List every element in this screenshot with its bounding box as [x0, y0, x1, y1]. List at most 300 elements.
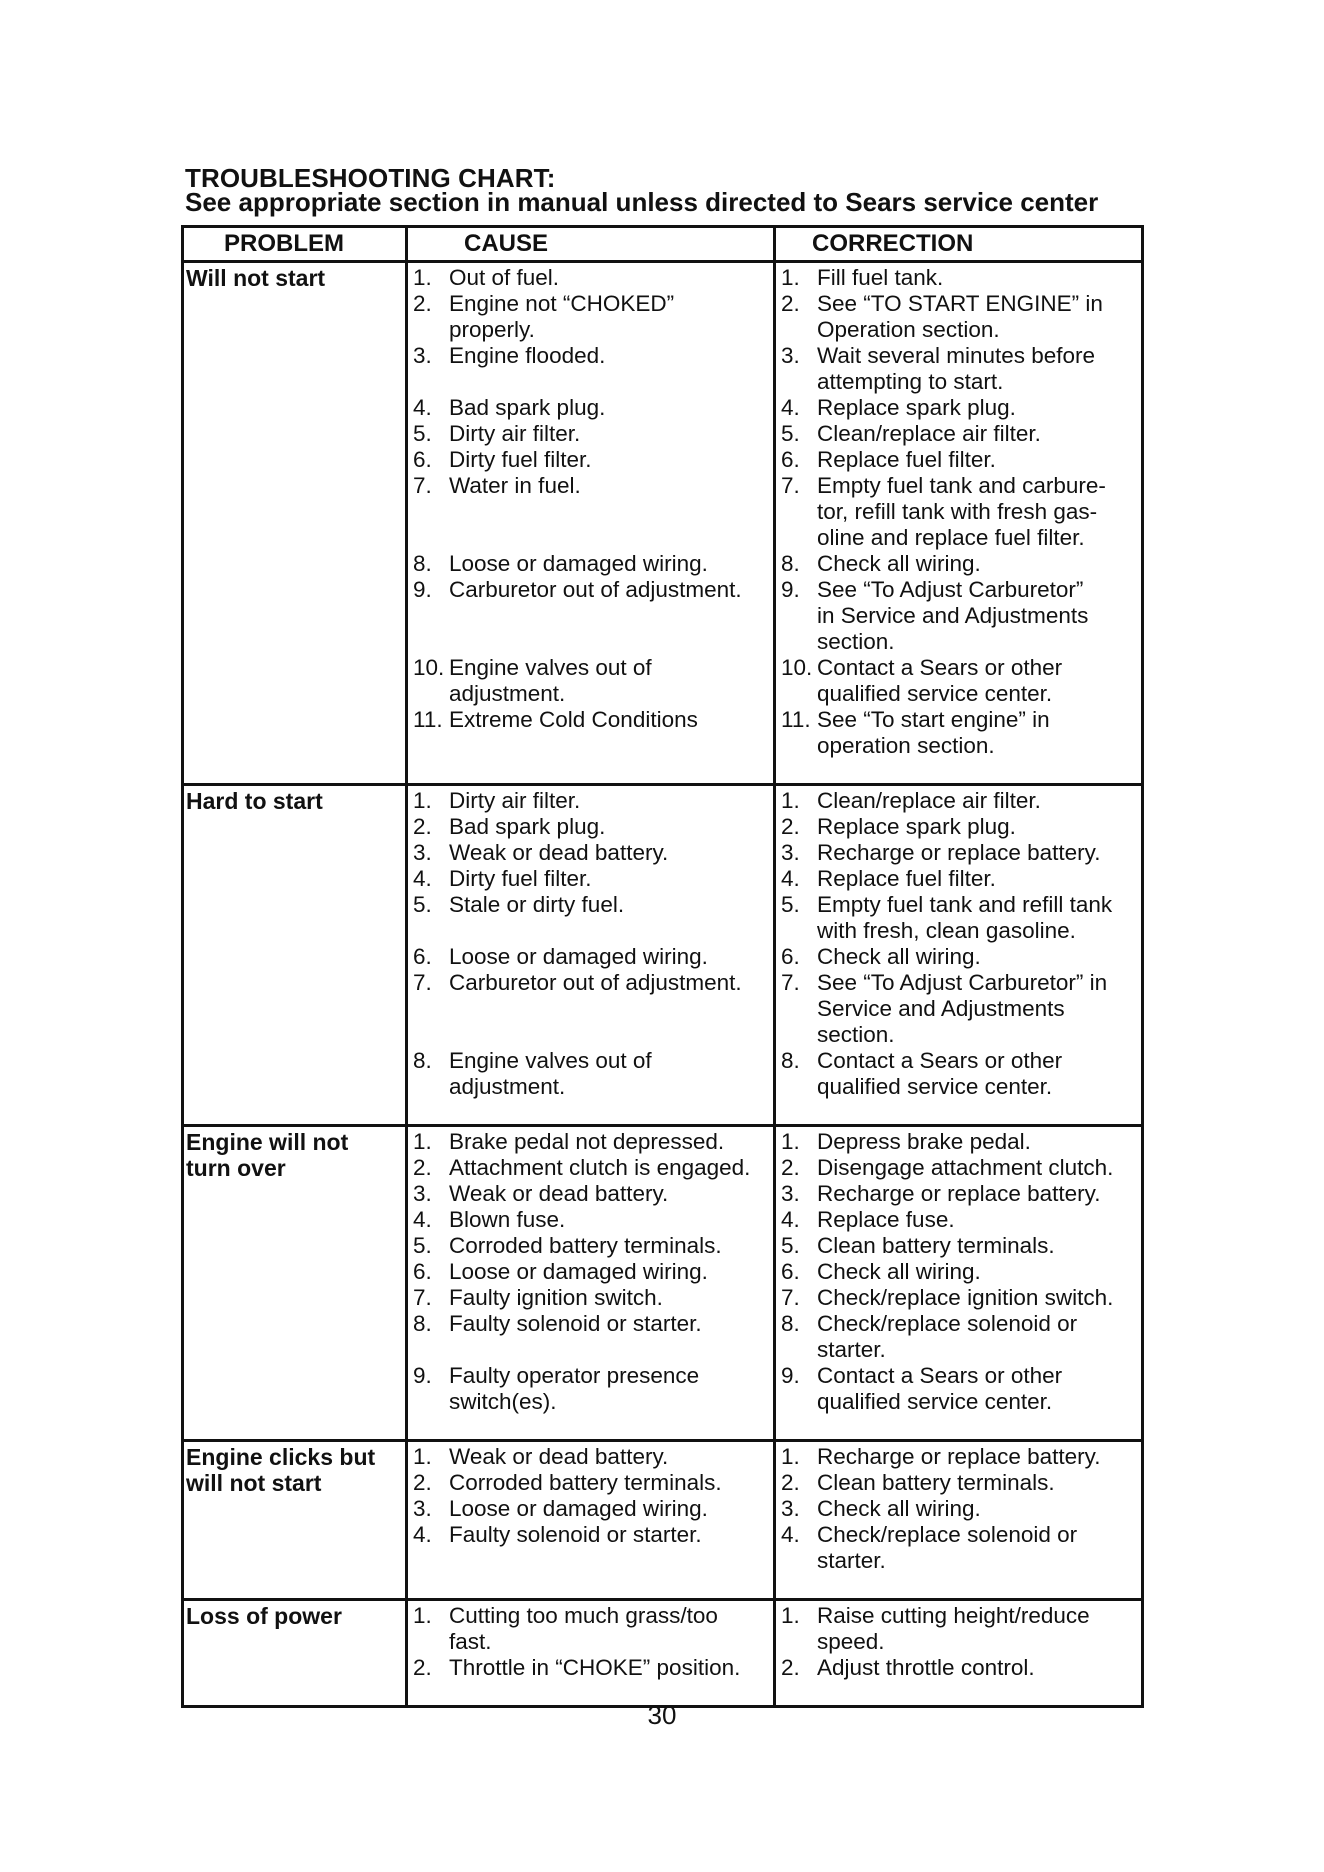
item-text-line: Carburetor out of adjustment. — [449, 577, 742, 602]
item-number: 10. — [413, 655, 445, 680]
item-text-line: See “To start engine” in — [817, 707, 1050, 732]
item-text — [449, 814, 773, 840]
item-text-line: Empty fuel tank and carbure- — [817, 473, 1106, 498]
correction-item — [781, 1285, 1141, 1311]
table-row — [183, 262, 1143, 785]
correction-item — [781, 892, 1141, 944]
item-text — [449, 551, 773, 577]
cause-item — [413, 1048, 773, 1100]
correction-cell — [775, 1126, 1143, 1441]
item-text-line: qualified service center. — [817, 1389, 1053, 1414]
item-text-line: Disengage attachment clutch. — [817, 1155, 1114, 1180]
item-text — [817, 1259, 1141, 1285]
item-text-line: attempting to start. — [817, 369, 1004, 394]
cause-item — [413, 551, 773, 577]
item-text — [449, 892, 773, 944]
cause-item — [413, 1444, 773, 1470]
correction-item — [781, 1444, 1141, 1470]
item-text-line: section. — [817, 1022, 895, 1047]
item-number: 8. — [781, 551, 800, 576]
item-text — [817, 892, 1141, 944]
item-text-line: Check all wiring. — [817, 1259, 981, 1284]
page-number: 30 — [647, 1700, 677, 1730]
item-text — [817, 551, 1141, 577]
item-number: 4. — [781, 866, 800, 891]
item-text — [449, 291, 773, 343]
problem-label: Engine will not — [186, 1129, 349, 1155]
item-text — [817, 866, 1141, 892]
correction-item — [781, 447, 1141, 473]
item-number: 3. — [781, 840, 800, 865]
item-text — [817, 970, 1141, 1048]
item-text-line: with fresh, clean gasoline. — [817, 918, 1076, 943]
item-text — [817, 343, 1141, 395]
item-text-line: See “To Adjust Carburetor” — [817, 577, 1084, 602]
item-text-line: Adjust throttle control. — [817, 1655, 1035, 1680]
correction-item — [781, 814, 1141, 840]
problem-cell — [183, 785, 407, 1126]
cause-item — [413, 265, 773, 291]
item-number: 4. — [413, 395, 432, 420]
cause-cell — [407, 1441, 775, 1600]
item-number: 8. — [413, 551, 432, 576]
cause-item — [413, 788, 773, 814]
item-number: 1. — [781, 1603, 800, 1628]
item-text — [449, 447, 773, 473]
problem-label: turn over — [186, 1155, 286, 1181]
item-text — [817, 1522, 1141, 1574]
item-text — [817, 1207, 1141, 1233]
correction-item — [781, 551, 1141, 577]
item-text — [449, 1207, 773, 1233]
item-text-line: Loose or damaged wiring. — [449, 551, 708, 576]
item-text — [817, 1363, 1141, 1415]
cause-item — [413, 814, 773, 840]
cause-item — [413, 1155, 773, 1181]
item-text-line: fast. — [449, 1629, 492, 1654]
cause-item — [413, 421, 773, 447]
correction-item — [781, 1363, 1141, 1415]
item-text-line: Corroded battery terminals. — [449, 1470, 722, 1495]
item-number: 4. — [781, 1522, 800, 1547]
item-text-line: Contact a Sears or other — [817, 1363, 1063, 1388]
header-row — [183, 227, 1143, 262]
item-number: 5. — [413, 1233, 432, 1258]
correction-item — [781, 1603, 1141, 1655]
item-number: 8. — [413, 1048, 432, 1073]
cause-item — [413, 1311, 773, 1363]
item-text-line: Extreme Cold Conditions — [449, 707, 698, 732]
item-text-line: properly. — [449, 317, 535, 342]
item-text-line: Engine valves out of — [449, 655, 652, 680]
problem-label: Hard to start — [186, 788, 323, 814]
cause-item — [413, 1522, 773, 1574]
item-text-line: Fill fuel tank. — [817, 265, 944, 290]
item-text-line: Loose or damaged wiring. — [449, 1259, 708, 1284]
correction-cell — [775, 262, 1143, 785]
item-number: 7. — [413, 970, 432, 995]
item-text-line: Engine flooded. — [449, 343, 606, 368]
cause-item — [413, 1259, 773, 1285]
cause-item — [413, 1233, 773, 1259]
correction-item — [781, 1311, 1141, 1363]
item-number: 4. — [413, 1207, 432, 1232]
item-text — [817, 1181, 1141, 1207]
item-text — [817, 1470, 1141, 1496]
item-number: 2. — [413, 1470, 432, 1495]
item-text-line: Loose or damaged wiring. — [449, 1496, 708, 1521]
cause-cell — [407, 785, 775, 1126]
item-text — [449, 1048, 773, 1100]
correction-item — [781, 473, 1141, 551]
item-number: 2. — [781, 291, 800, 316]
item-text-line: Engine valves out of — [449, 1048, 652, 1073]
chart-subtitle: See appropriate section in manual unless directed to Sears service center — [185, 187, 1099, 217]
item-text-line: in Service and Adjustments — [817, 603, 1089, 628]
item-number: 1. — [781, 1444, 800, 1469]
cause-item — [413, 473, 773, 551]
chart-title: TROUBLESHOOTING CHART: — [185, 163, 556, 193]
cause-item — [413, 1496, 773, 1522]
item-text — [817, 421, 1141, 447]
item-number: 2. — [781, 1155, 800, 1180]
item-number: 7. — [781, 1285, 800, 1310]
correction-cell — [775, 785, 1143, 1126]
item-number: 4. — [413, 1522, 432, 1547]
item-text — [449, 1155, 773, 1181]
item-text — [817, 814, 1141, 840]
cause-item — [413, 343, 773, 395]
item-number: 9. — [413, 577, 432, 602]
cause-item — [413, 1207, 773, 1233]
cause-item — [413, 1655, 773, 1681]
correction-item — [781, 1048, 1141, 1100]
item-text — [449, 1259, 773, 1285]
item-text — [449, 655, 773, 707]
correction-item — [781, 1129, 1141, 1155]
item-text-line: Clean battery terminals. — [817, 1233, 1055, 1258]
item-number: 1. — [413, 1444, 432, 1469]
item-text — [817, 707, 1141, 759]
correction-item — [781, 788, 1141, 814]
cause-item — [413, 395, 773, 421]
correction-item — [781, 1181, 1141, 1207]
item-number: 5. — [413, 421, 432, 446]
item-number: 7. — [413, 1285, 432, 1310]
item-text-line: Contact a Sears or other — [817, 655, 1063, 680]
item-number: 6. — [781, 447, 800, 472]
item-number: 11. — [413, 707, 443, 732]
item-text-line: Recharge or replace battery. — [817, 1444, 1101, 1469]
item-text-line: See “TO START ENGINE” in — [817, 291, 1103, 316]
item-text — [817, 1129, 1141, 1155]
item-number: 3. — [413, 1496, 432, 1521]
correction-item — [781, 840, 1141, 866]
correction-item — [781, 577, 1141, 655]
table-row — [183, 785, 1143, 1126]
item-text-line: Empty fuel tank and refill tank — [817, 892, 1113, 917]
item-text-line: starter. — [817, 1337, 886, 1362]
item-text-line: Check all wiring. — [817, 944, 981, 969]
item-text — [449, 1233, 773, 1259]
table-row — [183, 1441, 1143, 1600]
item-text — [449, 577, 773, 655]
correction-item — [781, 1155, 1141, 1181]
cause-item — [413, 1129, 773, 1155]
item-number: 6. — [413, 944, 432, 969]
item-text — [817, 944, 1141, 970]
item-number: 1. — [413, 1129, 432, 1154]
item-text-line: Check/replace solenoid or — [817, 1311, 1078, 1336]
problem-cell — [183, 262, 407, 785]
item-text — [449, 1444, 773, 1470]
item-text — [817, 1311, 1141, 1363]
item-text — [449, 473, 773, 551]
item-text-line: Contact a Sears or other — [817, 1048, 1063, 1073]
correction-item — [781, 291, 1141, 343]
item-number: 8. — [413, 1311, 432, 1336]
item-text-line: Recharge or replace battery. — [817, 1181, 1101, 1206]
item-text — [449, 1522, 773, 1574]
item-number: 4. — [781, 395, 800, 420]
cause-item — [413, 291, 773, 343]
correction-item — [781, 970, 1141, 1048]
correction-item — [781, 1233, 1141, 1259]
correction-item — [781, 1522, 1141, 1574]
item-number: 9. — [413, 1363, 432, 1388]
item-number: 2. — [781, 1470, 800, 1495]
item-text-line: Weak or dead battery. — [449, 1444, 669, 1469]
item-text-line: Check/replace solenoid or — [817, 1522, 1078, 1547]
column-header-correction: CORRECTION — [775, 227, 1143, 262]
item-text-line: Clean/replace air filter. — [817, 421, 1041, 446]
table-row — [183, 1600, 1143, 1707]
correction-cell — [775, 1600, 1143, 1707]
column-header-problem: PROBLEM — [183, 227, 407, 262]
item-text — [449, 1129, 773, 1155]
item-text-line: Check all wiring. — [817, 551, 981, 576]
item-number: 5. — [781, 892, 800, 917]
item-text — [449, 707, 773, 759]
item-number: 3. — [781, 1496, 800, 1521]
problem-label: will not start — [186, 1470, 322, 1496]
item-text — [817, 291, 1141, 343]
item-text — [449, 840, 773, 866]
item-number: 8. — [781, 1311, 800, 1336]
item-text-line: Dirty air filter. — [449, 788, 581, 813]
item-text-line: qualified service center. — [817, 1074, 1053, 1099]
item-text — [449, 1311, 773, 1363]
item-text-line: Service and Adjustments — [817, 996, 1065, 1021]
item-text-line: Operation section. — [817, 317, 1000, 342]
item-text-line: Replace spark plug. — [817, 395, 1016, 420]
item-number: 2. — [413, 814, 432, 839]
cause-item — [413, 1603, 773, 1655]
item-text-line: tor, refill tank with fresh gas- — [817, 499, 1098, 524]
item-text — [449, 1285, 773, 1311]
item-number: 1. — [413, 265, 432, 290]
item-text-line: Wait several minutes before — [817, 343, 1096, 368]
item-text — [449, 1363, 773, 1415]
item-text — [817, 447, 1141, 473]
item-text-line: Faulty operator presence — [449, 1363, 700, 1388]
correction-item — [781, 1207, 1141, 1233]
correction-item — [781, 343, 1141, 395]
item-text-line: Clean battery terminals. — [817, 1470, 1055, 1495]
item-text-line: Weak or dead battery. — [449, 840, 669, 865]
item-text-line: Attachment clutch is engaged. — [449, 1155, 751, 1180]
item-number: 7. — [781, 473, 800, 498]
problem-cell — [183, 1126, 407, 1441]
item-text-line: Replace fuse. — [817, 1207, 955, 1232]
troubleshooting-table — [181, 225, 1144, 1708]
item-number: 11. — [781, 707, 811, 732]
cause-item — [413, 707, 773, 759]
item-text-line: Faulty solenoid or starter. — [449, 1522, 702, 1547]
item-text — [817, 1444, 1141, 1470]
item-text-line: Faulty solenoid or starter. — [449, 1311, 702, 1336]
item-text — [449, 1470, 773, 1496]
item-text-line: Engine not “CHOKED” — [449, 291, 675, 316]
cause-item — [413, 1181, 773, 1207]
item-text — [449, 265, 773, 291]
item-text — [449, 944, 773, 970]
item-text-line: starter. — [817, 1548, 886, 1573]
cause-item — [413, 1363, 773, 1415]
item-number: 8. — [781, 1048, 800, 1073]
item-text-line: Dirty fuel filter. — [449, 447, 592, 472]
item-text — [449, 421, 773, 447]
item-number: 2. — [413, 291, 432, 316]
item-number: 4. — [781, 1207, 800, 1232]
item-text — [449, 1655, 773, 1681]
item-text-line: Corroded battery terminals. — [449, 1233, 722, 1258]
correction-item — [781, 866, 1141, 892]
item-text — [817, 840, 1141, 866]
cause-item — [413, 655, 773, 707]
item-text-line: section. — [817, 629, 895, 654]
cause-item — [413, 970, 773, 1048]
item-text — [449, 788, 773, 814]
item-text-line: Replace fuel filter. — [817, 866, 996, 891]
problem-label: Engine clicks but — [186, 1444, 376, 1470]
item-number: 3. — [781, 343, 800, 368]
item-text-line: oline and replace fuel filter. — [817, 525, 1085, 550]
item-text — [817, 1155, 1141, 1181]
item-number: 6. — [413, 1259, 432, 1284]
item-text — [817, 1048, 1141, 1100]
item-text — [817, 473, 1141, 551]
cause-item — [413, 892, 773, 944]
item-text-line: Dirty fuel filter. — [449, 866, 592, 891]
correction-item — [781, 1655, 1141, 1681]
item-number: 2. — [413, 1655, 432, 1680]
cause-item — [413, 866, 773, 892]
item-number: 7. — [413, 473, 432, 498]
correction-cell — [775, 1441, 1143, 1600]
item-number: 1. — [413, 1603, 432, 1628]
item-number: 5. — [413, 892, 432, 917]
item-text-line: Raise cutting height/reduce — [817, 1603, 1090, 1628]
table-row — [183, 1126, 1143, 1441]
item-number: 2. — [413, 1155, 432, 1180]
item-number: 5. — [781, 421, 800, 446]
item-number: 3. — [413, 1181, 432, 1206]
item-text-line: Check/replace ignition switch. — [817, 1285, 1114, 1310]
item-number: 6. — [781, 944, 800, 969]
item-text-line: Blown fuse. — [449, 1207, 566, 1232]
correction-item — [781, 944, 1141, 970]
item-number: 2. — [781, 1655, 800, 1680]
column-header-cause: CAUSE — [407, 227, 775, 262]
item-text-line: See “To Adjust Carburetor” in — [817, 970, 1108, 995]
cause-cell — [407, 1600, 775, 1707]
item-number: 2. — [781, 814, 800, 839]
item-text — [817, 395, 1141, 421]
item-text-line: Stale or dirty fuel. — [449, 892, 625, 917]
problem-label: Loss of power — [186, 1603, 342, 1629]
correction-item — [781, 655, 1141, 707]
cause-item — [413, 447, 773, 473]
problem-cell — [183, 1600, 407, 1707]
item-text — [449, 866, 773, 892]
item-number: 3. — [413, 840, 432, 865]
item-number: 9. — [781, 1363, 800, 1388]
item-number: 1. — [781, 788, 800, 813]
item-number: 7. — [781, 970, 800, 995]
item-text-line: speed. — [817, 1629, 885, 1654]
item-text-line: Throttle in “CHOKE” position. — [449, 1655, 741, 1680]
item-text-line: Weak or dead battery. — [449, 1181, 669, 1206]
item-text-line: adjustment. — [449, 681, 566, 706]
item-number: 6. — [781, 1259, 800, 1284]
item-text-line: Recharge or replace battery. — [817, 840, 1101, 865]
item-text-line: qualified service center. — [817, 681, 1053, 706]
item-text-line: Faulty ignition switch. — [449, 1285, 663, 1310]
item-text — [449, 343, 773, 395]
cause-cell — [407, 1126, 775, 1441]
item-text-line: Clean/replace air filter. — [817, 788, 1041, 813]
item-text-line: Loose or damaged wiring. — [449, 944, 708, 969]
item-number: 3. — [413, 343, 432, 368]
item-text-line: adjustment. — [449, 1074, 566, 1099]
cause-item — [413, 577, 773, 655]
problem-label: Will not start — [186, 265, 326, 291]
item-text-line: Depress brake pedal. — [817, 1129, 1031, 1154]
item-number: 1. — [781, 265, 800, 290]
item-number: 1. — [413, 788, 432, 813]
item-text-line: Bad spark plug. — [449, 395, 606, 420]
item-number: 9. — [781, 577, 800, 602]
item-number: 6. — [413, 447, 432, 472]
item-text — [449, 1496, 773, 1522]
item-text — [817, 655, 1141, 707]
item-number: 1. — [781, 1129, 800, 1154]
item-text — [817, 1233, 1141, 1259]
item-text — [817, 1285, 1141, 1311]
correction-item — [781, 1470, 1141, 1496]
item-text-line: Brake pedal not depressed. — [449, 1129, 725, 1154]
item-text — [817, 1655, 1141, 1681]
item-text-line: Replace spark plug. — [817, 814, 1016, 839]
item-text-line: switch(es). — [449, 1389, 557, 1414]
item-number: 4. — [413, 866, 432, 891]
correction-item — [781, 395, 1141, 421]
item-text-line: Out of fuel. — [449, 265, 560, 290]
correction-item — [781, 707, 1141, 759]
item-text — [449, 395, 773, 421]
item-text-line: Replace fuel filter. — [817, 447, 996, 472]
